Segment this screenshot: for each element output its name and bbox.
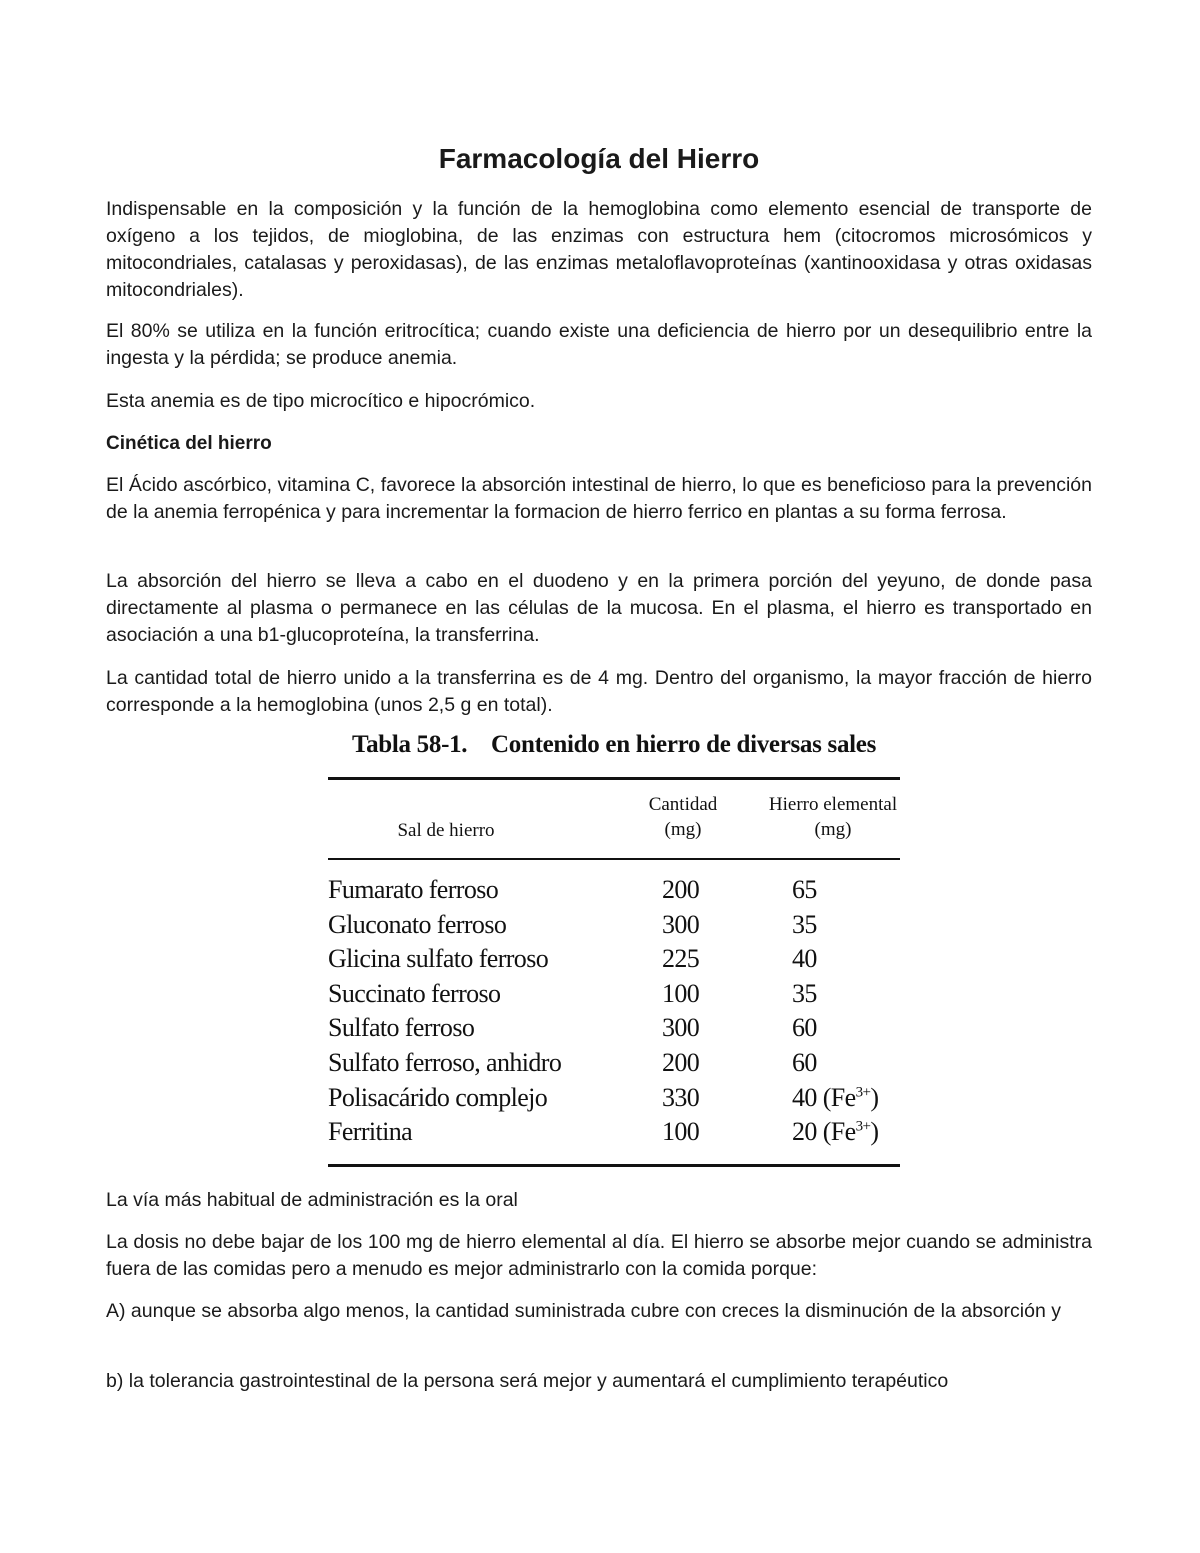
elemental-iron-value: 60 [792,1013,817,1043]
header-quantity-line2: (mg) [664,819,702,840]
salt-name: Sulfato ferroso [328,1013,475,1043]
table-caption: Tabla 58-1. Contenido en hierro de diversas sales [351,731,877,758]
table-row [328,1081,900,1116]
table-bottom-rule [328,1164,900,1167]
iron-ion-charge: 3+ [855,1083,871,1100]
salt-quantity: 200 [662,1047,700,1077]
table-row [328,873,900,908]
salt-elemental-iron [792,1011,817,1046]
table-row [328,977,900,1012]
table-row [328,1046,900,1081]
paragraph-intro: Indispensable en la composición y la función de la hemoglobina como elemento esencial de transporte de oxígeno a los tejidos, de mioglobina, de las enzimas con estructura hem (citocromos microsómicos y mitocondriales, catalasas y peroxidasas), de las enzimas metaloflavoproteínas (xantinooxidasa y otras oxidasas mitocondriales). [106,198,1092,301]
salt-name: Ferritina [328,1117,413,1147]
salt-elemental-iron [792,942,817,977]
page-title: Farmacología del Hierro [438,143,760,174]
elemental-iron-value: 65 [792,875,817,904]
paragraph-via-oral: La vía más habitual de administración es la oral [106,1189,518,1211]
salt-name: Succinato ferroso [328,978,501,1008]
salt-elemental-iron: 20 $(Fe^{3+})$ [792,1117,879,1147]
salt-quantity: 200 [662,875,700,904]
paragraph-eritrocitica: El 80% se utiliza en la función eritrocítica; cuando existe una deficiencia de hierro por un desequilibrio entre la ingesta y la pérdida; se produce anemia. [106,320,1092,369]
header-quantity [628,792,738,842]
paragraph-reason-b: b) la tolerancia gastrointestinal de la persona será mejor y aumentará el cumplimiento terapéutico [106,1370,949,1392]
elemental-iron-value: 40 [792,944,817,974]
header-salt: Sal de hierro [397,820,495,841]
salt-name: Glicina sulfato ferroso [328,944,549,974]
salt-quantity: 300 [662,1013,700,1043]
salt-quantity: 300 [662,909,700,939]
salt-name: Fumarato ferroso [328,875,499,904]
salt-name: Sulfato ferroso, anhidro [328,1047,562,1077]
elemental-iron-value: 60 [792,1047,817,1077]
salt-elemental-iron [792,908,817,943]
iron-ion-symbol: Fe [830,1117,856,1147]
salt-elemental-iron: 40 $(Fe^{3+})$ [792,1082,879,1112]
paragraph-anemia-tipo: Esta anemia es de tipo microcítico e hipocrómico. [106,390,536,412]
table-top-rule [328,777,900,780]
elemental-iron-value: 20 [792,1117,817,1147]
salt-elemental-iron [792,873,817,908]
elemental-iron-value: 40 [792,1082,817,1112]
salt-quantity: 330 [662,1082,700,1112]
salt-name: Polisacárido complejo [328,1082,548,1112]
table-row [328,908,900,943]
salt-quantity: 100 [662,978,700,1008]
paragraph-absorcion: La absorción del hierro se lleva a cabo en el duodeno y en la primera porción del yeyuno, de donde pasa directamente al plasma o permanece en las células de la mucosa. En el plasma, el hierro es transportado en asociación a una b1-glucoproteína, la transferrina. [106,570,1092,646]
header-elemental-iron-line2: (mg) [814,819,852,840]
elemental-iron-value: 35 [792,909,817,939]
table-row [328,1115,900,1150]
section-heading-cinetica: Cinética del hierro [106,433,272,454]
paragraph-transferrina: La cantidad total de hierro unido a la transferrina es de 4 mg. Dentro del organismo, la mayor fracción de hierro corresponde a la hemoglobina (unos 2,5 g en total). [106,667,1092,716]
iron-ion-charge: 3+ [855,1118,871,1135]
iron-ion-symbol: Fe [830,1082,856,1112]
paragraph-reason-a: A) aunque se absorba algo menos, la cantidad suministrada cubre con creces la disminución de la absorción y [106,1300,1061,1322]
salt-quantity: 225 [662,944,700,974]
header-elemental-iron [758,792,908,842]
elemental-iron-value: 35 [792,978,817,1008]
salt-elemental-iron [792,1046,817,1081]
paragraph-acido-ascorbico: El Ácido ascórbico, vitamina C, favorece la absorción intestinal de hierro, lo que es beneficioso para la prevención de la anemia ferropénica y para incrementar la formacion de hierro ferrico en plantas a su forma ferrosa. [106,474,1092,523]
salt-quantity: 100 [662,1117,700,1147]
iron-salts-table-figure [328,728,900,1147]
salt-name: Gluconato ferroso [328,909,507,939]
table-header-rule [328,858,900,860]
table-row [328,1011,900,1046]
header-elemental-iron-line1: Hierro elemental [768,794,898,815]
table-row [328,942,900,977]
header-quantity-line1: Cantidad [648,794,718,815]
table-body [328,873,900,1150]
paragraph-dosis: La dosis no debe bajar de los 100 mg de hierro elemental al día. El hierro se absorbe mejor cuando se administra fuera de las comidas pero a menudo es mejor administrarlo con la comida porque: [106,1231,1092,1280]
salt-elemental-iron [792,977,817,1012]
